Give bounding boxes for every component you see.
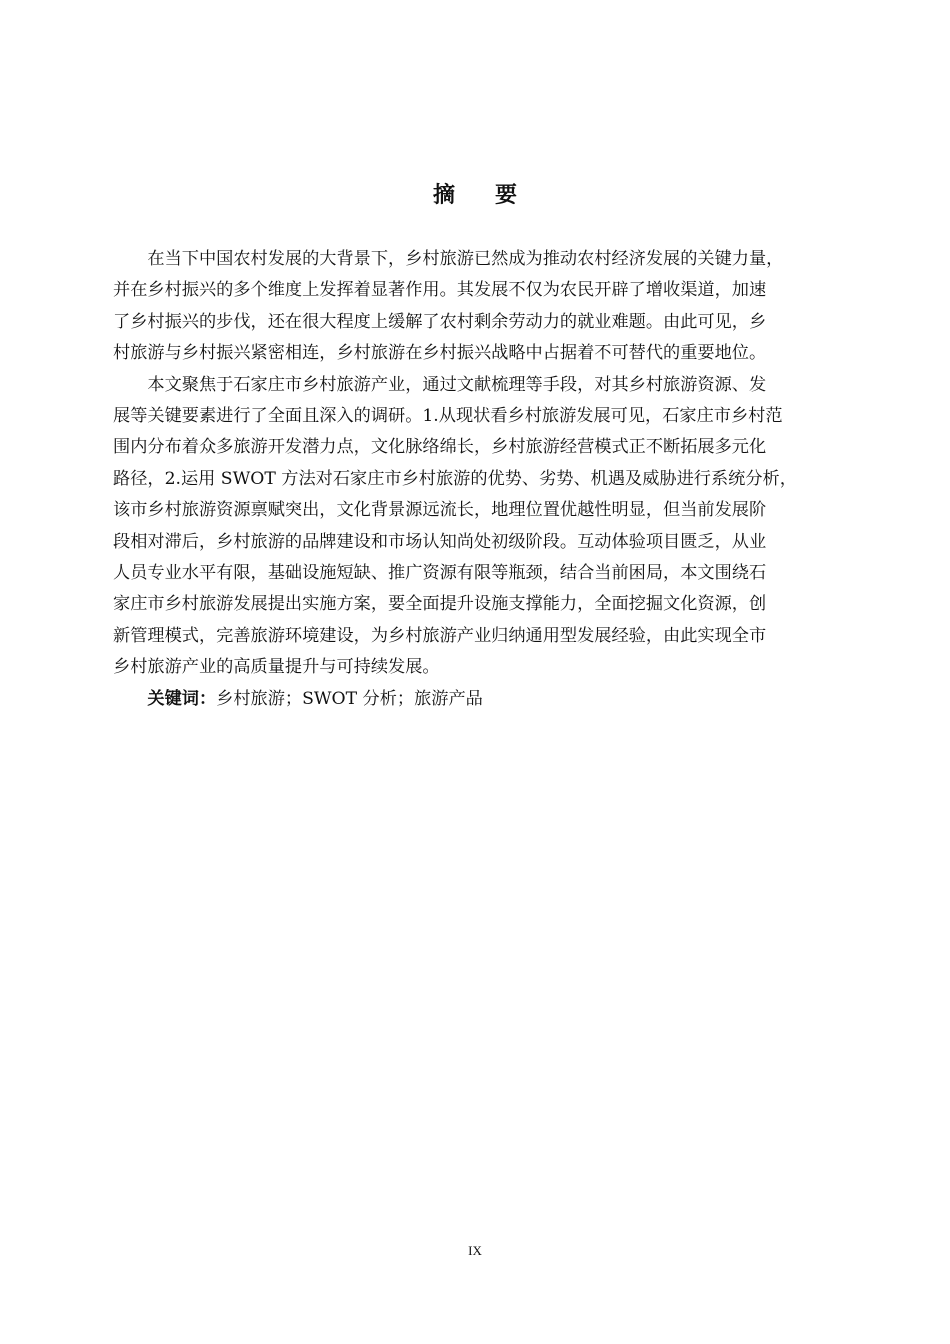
keywords-value: 乡村旅游；SWOT 分析；旅游产品 xyxy=(216,688,483,709)
paragraph-1 xyxy=(113,244,857,370)
paragraph-line: 展等关键要素进行了全面且深入的调研。1.从现状看乡村旅游发展可见，石家庄市乡村范 xyxy=(113,406,783,427)
keywords-label: 关键词： xyxy=(147,688,217,709)
title-char-2: 要 xyxy=(495,182,518,208)
paragraph-line: 在当下中国农村发展的大背景下，乡村旅游已然成为推动农村经济发展的关键力量， xyxy=(147,249,784,269)
abstract-body xyxy=(113,244,857,715)
paragraph-line: 并在乡村振兴的多个维度上发挥着显著作用。其发展不仅为农民开辟了增收渠道，加速 xyxy=(113,280,767,301)
page-number: IX xyxy=(468,1243,482,1258)
paragraph-line: 围内分布着众多旅游开发潜力点，文化脉络绵长，乡村旅游经营模式正不断拓展多元化 xyxy=(113,437,767,458)
page-title xyxy=(0,178,950,209)
paragraph-line: 人员专业水平有限，基础设施短缺、推广资源有限等瓶颈，结合当前困局，本文围绕石 xyxy=(113,563,767,584)
keywords-line xyxy=(113,684,857,715)
paragraph-line: 新管理模式，完善旅游环境建设，为乡村旅游产业归纳通用型发展经验，由此实现全市 xyxy=(113,625,767,646)
paragraph-line: 该市乡村旅游资源禀赋突出，文化背景源远流长，地理位置优越性明显，但当前发展阶 xyxy=(113,500,767,521)
paragraph-line: 本文聚焦于石家庄市乡村旅游产业，通过文献梳理等手段，对其乡村旅游资源、发 xyxy=(147,374,767,395)
paragraph-line: 村旅游与乡村振兴紧密相连，乡村旅游在乡村振兴战略中占据着不可替代的重要地位。 xyxy=(113,343,767,364)
paragraph-2 xyxy=(113,370,857,684)
paragraph-line: 了乡村振兴的步伐，还在很大程度上缓解了农村剩余劳动力的就业难题。由此可见，乡 xyxy=(113,311,767,332)
paragraph-line: 乡村旅游产业的高质量提升与可持续发展。 xyxy=(113,657,440,678)
paragraph-line: 路径，2.运用 SWOT 方法对石家庄市乡村旅游的优势、劣势、机遇及威胁进行系统分析， xyxy=(113,468,797,489)
title-char-1: 摘 xyxy=(432,182,455,208)
paragraph-line: 家庄市乡村旅游发展提出实施方案，要全面提升设施支撑能力，全面挖掘文化资源，创 xyxy=(113,594,767,615)
paragraph-line: 段相对滞后，乡村旅游的品牌建设和市场认知尚处初级阶段。互动体验项目匮乏，从业 xyxy=(113,531,767,552)
